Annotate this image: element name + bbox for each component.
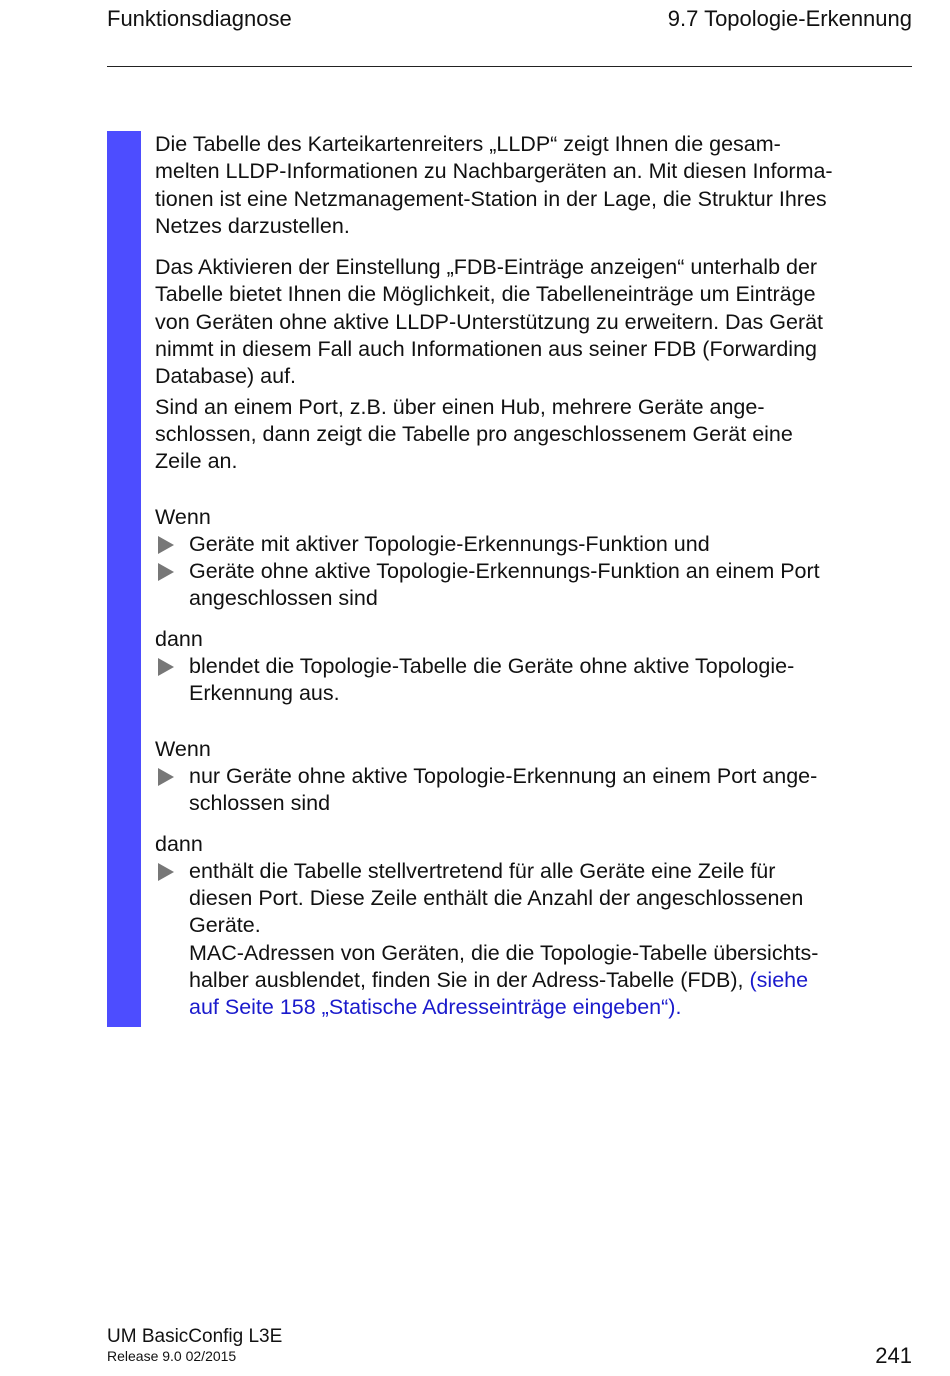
- case1-dann: dann: [155, 626, 203, 651]
- triangle-bullet-icon: [158, 768, 174, 786]
- case2-dann: dann: [155, 831, 203, 856]
- paragraph-fdb-entries: Das Aktivieren der Einstellung „FDB-Einträge anzeigen“ unterhalb der Tabelle bietet Ihnen die Möglichkeit, die Tabelleneinträge um Einträge von Geräten ohne aktive LLDP-Unterstützung zu erweitern. Das Gerät nimmt in diesem Fall auch Informationen aus seiner FDB (Forwarding Database) auf.: [155, 255, 824, 389]
- case2-bullet-1: nur Geräte ohne aktive Topologie-Erkennung an einem Port ange- schlossen sind: [155, 763, 905, 818]
- paragraph-lldp-table: Die Tabelle des Karteikartenreiters „LLDP“ zeigt Ihnen die gesam- melten LLDP-Informationen zu Nachbargeräten an. Mit diesen Informa- tionen ist eine Netzmanagement-Station in der Lage, die Struktur Ihres Netzes darzustellen.: [155, 132, 833, 238]
- header-chapter: Funktionsdiagnose: [107, 6, 292, 31]
- case2-result: enthält die Tabelle stellvertretend für alle Geräte eine Zeile für diesen Port. Diese Zeile enthält die Anzahl der angeschlossenen Geräte. MAC-Adressen von Geräten, die die Topologie-Tabelle übersichts- halber ausblendet, finden Sie in der Adress-Tabelle (FDB), (siehe auf Seite 158 „Statische Adresseinträge eingeben“).: [155, 858, 905, 1022]
- triangle-bullet-icon: [158, 536, 174, 554]
- main-content: [155, 131, 905, 1022]
- case1-bullet-2: Geräte ohne aktive Topologie-Erkennungs-Funktion an einem Port angeschlossen sind: [155, 558, 905, 613]
- case2-wenn: Wenn: [155, 736, 211, 761]
- triangle-bullet-icon: [158, 863, 174, 881]
- case1-result: blendet die Topologie-Tabelle die Geräte ohne aktive Topologie- Erkennung aus.: [155, 653, 905, 708]
- footer-release: Release 9.0 02/2015: [107, 1348, 237, 1364]
- case1-bullet-1: Geräte mit aktiver Topologie-Erkennungs-Funktion und: [155, 531, 905, 558]
- triangle-bullet-icon: [158, 563, 174, 581]
- header-section: 9.7 Topologie-Erkennung: [667, 6, 912, 31]
- page-number: 241: [875, 1343, 912, 1368]
- header-rule: [107, 66, 912, 67]
- case1-wenn: Wenn: [155, 504, 211, 529]
- paragraph-hub: Sind an einem Port, z.B. über einen Hub, mehrere Geräte ange- schlossen, dann zeigt die Tabelle pro angeschlossenem Gerät eine Zeile an.: [155, 394, 793, 474]
- cross-reference-link[interactable]: (siehe auf Seite 158 „Statische Adresseinträge eingeben“).: [189, 968, 809, 1020]
- triangle-bullet-icon: [158, 658, 174, 676]
- footer-manual-title: UM BasicConfig L3E: [107, 1326, 283, 1347]
- change-marker-bar: [107, 131, 141, 1027]
